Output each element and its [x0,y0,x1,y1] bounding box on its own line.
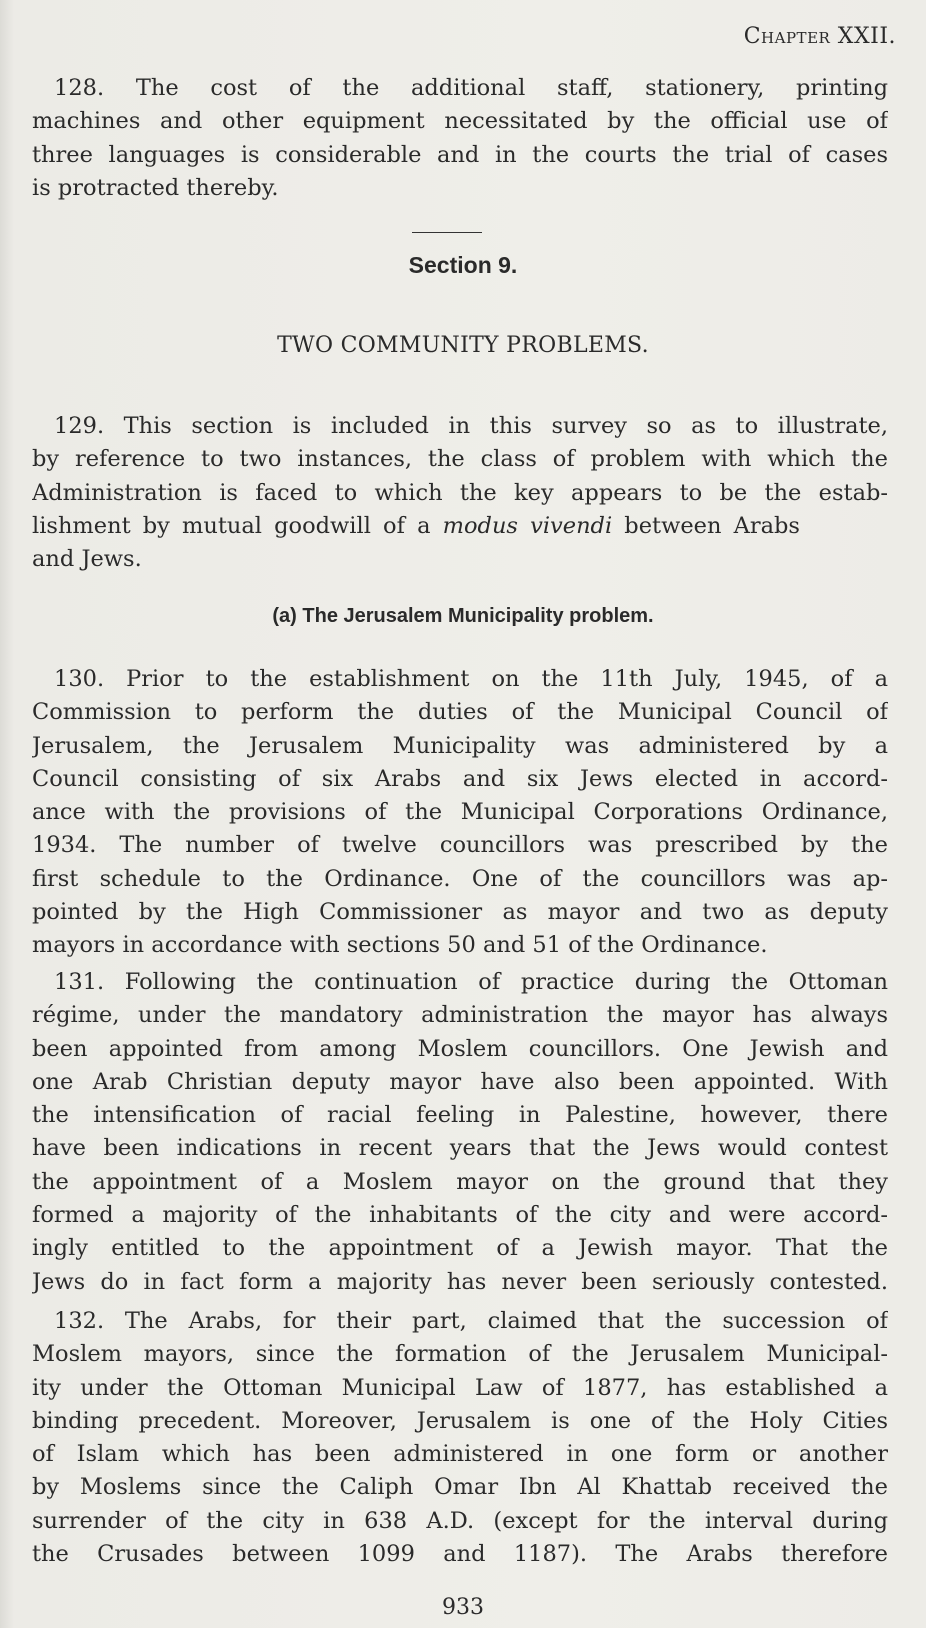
text-line: three languages is considerable and in the courts the trial of cases [32,141,888,168]
text-line: 131. Following the continuation of practice during the Ottoman [54,969,888,995]
chapter-header: Chapter XXII. [743,24,896,49]
text-line: is protracted thereby. [32,174,279,201]
italic-term: modus vivendi [442,512,613,539]
text-line: been appointed from among Moslem councillors. One Jewish and [32,1035,888,1062]
text-fragment: lishment by mutual goodwill of a [32,512,443,539]
section-subtitle: TWO COMMUNITY PROBLEMS. [277,333,649,358]
text-fragment: between Arabs [612,512,800,539]
text-line: the intensification of racial feeling in Palestine, however, there [32,1102,888,1129]
text-line: pointed by the High Commissioner as mayor and two as deputy [32,899,888,926]
text-line: and Jews. [32,546,142,573]
text-line: 130. Prior to the establishment on the 11th July, 1945, of a [54,666,888,692]
text-line: Administration is faced to which the key appears to be the estab- [32,479,888,506]
text-line: formed a majority of the inhabitants of the city and were accord- [32,1202,888,1229]
text-line: machines and other equipment necessitated by the official use of [32,108,888,135]
text-line: Moslem mayors, since the formation of the Jerusalem Municipal- [32,1341,888,1368]
text-line: binding precedent. Moreover, Jerusalem is one of the Holy Cities [32,1407,888,1434]
section-title: Section 9. [408,252,518,278]
page-number: 933 [442,1595,484,1620]
text-line: mayors in accordance with sections 50 and 51 of the Ordinance. [32,932,768,959]
paragraph-130 [32,663,888,963]
text-line: ity under the Ottoman Municipal Law of 1877, has established a [32,1374,888,1401]
text-line: Commission to perform the duties of the Municipal Council of [32,699,888,726]
text-line: Council consisting of six Arabs and six Jews elected in accord- [32,765,888,792]
paragraph-131 [32,966,888,1299]
text-line: by reference to two instances, the class of problem with which the [32,446,888,473]
text-line-mixed [32,510,888,543]
text-line: 132. The Arabs, for their part, claimed that the succession of [54,1308,888,1334]
paragraph-132 [32,1305,888,1571]
paragraph-128 [32,72,888,205]
text-line: Jerusalem, the Jerusalem Municipality was administered by a [32,732,888,759]
text-line: one Arab Christian deputy mayor have also been appointed. With [32,1068,888,1095]
paragraph-129 [32,410,888,576]
text-line: of Islam which has been administered in one form or another [32,1441,888,1468]
text-line: the appointment of a Moslem mayor on the ground that they [32,1168,888,1195]
text-line: Jews do in fact form a majority has never been seriously contested. [32,1268,888,1295]
text-line: surrender of the city in 638 A.D. (except for the interval during [32,1507,888,1534]
text-line: have been indications in recent years that the Jews would contest [32,1135,888,1162]
section-divider [412,232,482,233]
text-line: régime, under the mandatory administration the mayor has always [32,1002,888,1029]
text-line: 1934. The number of twelve councillors was prescribed by the [32,832,888,859]
text-line: 128. The cost of the additional staff, stationery, printing [54,75,888,101]
text-line: ingly entitled to the appointment of a Jewish mayor. That the [32,1235,888,1262]
text-line: the Crusades between 1099 and 1187). The Arabs therefore [32,1541,888,1568]
text-line: by Moslems since the Caliph Omar Ibn Al Khattab received the [32,1474,888,1501]
text-line: ance with the provisions of the Municipal Corporations Ordinance, [32,799,888,826]
text-line: first schedule to the Ordinance. One of the councillors was ap- [32,865,888,892]
subsection-heading: (a) The Jerusalem Municipality problem. [272,605,654,627]
text-line: 129. This section is included in this survey so as to illustrate, [54,413,888,439]
